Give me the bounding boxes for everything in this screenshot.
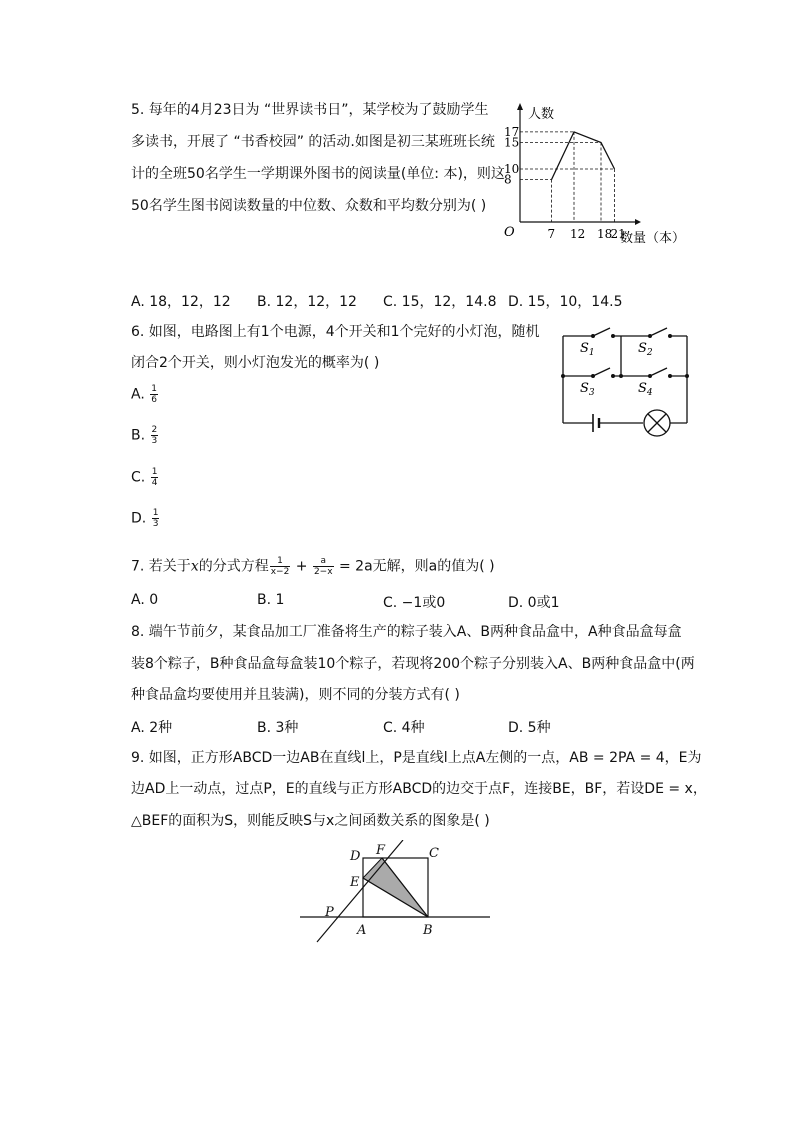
- x-tick-label: 7: [547, 227, 556, 241]
- q8-option-a[interactable]: A. 2种: [131, 720, 173, 736]
- y-axis-arrow: [517, 103, 523, 110]
- q7-option-c[interactable]: C. −1或0: [383, 595, 446, 611]
- q8-option-d[interactable]: D. 5种: [508, 720, 551, 736]
- data-line: [552, 132, 615, 180]
- option-label: C.: [131, 469, 146, 486]
- q5-line-4: 50名学生图书阅读数量的中位数、众数和平均数分别为( ): [131, 198, 487, 214]
- q9-line-1: 9. 如图，正方形ABCD一边AB在直线l上，P是直线l上点A左侧的一点，AB = 2PA = 4，E为: [131, 750, 702, 766]
- q6-line-1: 6. 如图，电路图上有1个电源，4个开关和1个完好的小灯泡，随机: [131, 324, 540, 340]
- q7-mid: 的分式方程: [198, 558, 269, 575]
- y-tick-label: 8: [504, 172, 512, 187]
- y-tick-label: 15: [504, 135, 520, 150]
- x-tick-label: 12: [570, 227, 586, 241]
- q6-option-c[interactable]: [131, 467, 159, 488]
- point-label-e: E: [350, 875, 360, 890]
- q8-option-b[interactable]: B. 3种: [257, 720, 299, 736]
- q5-option-d[interactable]: D. 15，10，14.5: [508, 294, 623, 310]
- point-label-f: F: [376, 843, 386, 858]
- q7-var: x: [190, 558, 199, 575]
- q7-stem: [131, 556, 495, 577]
- y-axis-label: 人数: [528, 107, 555, 122]
- q5-line-2: 多读书，开展了 “书香校园” 的活动.如图是初三某班班长统: [131, 134, 495, 150]
- q5-option-b[interactable]: B. 12，12，12: [257, 294, 357, 310]
- x-tick-label: 21: [610, 227, 626, 241]
- q7-option-b[interactable]: B. 1: [257, 592, 285, 608]
- q8-line-2: 装8个粽子，B种食品盒每盒装10个粽子，若现将200个粽子分别装入A、B两种食品盒中(两: [131, 656, 695, 672]
- q7-plus: +: [291, 558, 312, 575]
- point-label-p: P: [325, 905, 334, 920]
- switch-label-s2: $S_2$: [638, 341, 653, 358]
- x-tick-label: 18: [597, 227, 613, 241]
- option-label: D.: [131, 510, 147, 527]
- x-axis-arrow: [635, 219, 641, 225]
- q6-line-2: 闭合2个开关，则小灯泡发光的概率为( ): [131, 355, 380, 371]
- origin-label: O: [504, 225, 515, 240]
- point-label-a: A: [357, 923, 367, 938]
- q7-fraction-1: $\frac{1}{x-2}$: [270, 556, 290, 577]
- square-geometry-figure: [295, 840, 500, 950]
- q8-line-1: 8. 端午节前夕，某食品加工厂准备将生产的粽子装入A、B两种食品盒中，A种食品盒每盒: [131, 624, 682, 640]
- q5-line-chart: [500, 100, 700, 255]
- q8-option-c[interactable]: C. 4种: [383, 720, 425, 736]
- q9-line-2: 边AD上一动点，过点P，E的直线与正方形ABCD的边交于点F，连接BE，BF，若设DE = x，: [131, 781, 707, 797]
- q9-line-3: △BEF的面积为S，则能反映S与x之间函数关系的图象是( ): [131, 813, 490, 829]
- q5-option-c[interactable]: C. 15，12，14.8: [383, 294, 497, 310]
- q7-eq: = 2a: [334, 558, 373, 575]
- point-label-d: D: [350, 849, 361, 864]
- q7-fraction-2: $\frac{a}{2-x}$: [313, 556, 333, 577]
- q7-suffix: 无解，则a的值为( ): [372, 558, 495, 575]
- q7-prefix: 7. 若关于: [131, 558, 191, 575]
- q7-option-d[interactable]: D. 0或1: [508, 595, 560, 611]
- fraction: $\frac{2}{3}$: [151, 425, 158, 446]
- point-label-b: B: [423, 923, 433, 938]
- point-label-c: C: [429, 846, 439, 861]
- fraction: $\frac{1}{4}$: [151, 467, 158, 488]
- circuit-diagram: [555, 318, 695, 443]
- switch-label-s1: $S_1$: [580, 341, 595, 358]
- q5-line-3: 计的全班50名学生一学期课外图书的阅读量(单位: 本)，则这: [131, 166, 505, 182]
- q6-option-a[interactable]: [131, 384, 159, 405]
- fraction: $\frac{1}{6}$: [151, 384, 157, 405]
- x-axis-label: 数量（本）: [620, 231, 686, 246]
- y-tick-label: 17: [504, 124, 520, 139]
- q6-option-d[interactable]: [131, 508, 160, 529]
- q5-line-1: 5. 每年的4月23日为 “世界读书日”，某学校为了鼓励学生: [131, 102, 489, 118]
- q6-option-b[interactable]: [131, 425, 159, 446]
- fraction: $\frac{1}{3}$: [152, 508, 159, 529]
- option-label: B.: [131, 427, 146, 444]
- switch-label-s3: $S_3$: [580, 381, 595, 398]
- switch-label-s4: $S_4$: [638, 381, 653, 398]
- q7-option-a[interactable]: A. 0: [131, 592, 159, 608]
- q8-line-3: 种食品盒均要使用并且装满)，则不同的分装方式有( ): [131, 687, 460, 703]
- y-tick-label: 10: [504, 162, 520, 176]
- option-label: A.: [131, 386, 145, 403]
- q5-option-a[interactable]: A. 18，12，12: [131, 294, 231, 310]
